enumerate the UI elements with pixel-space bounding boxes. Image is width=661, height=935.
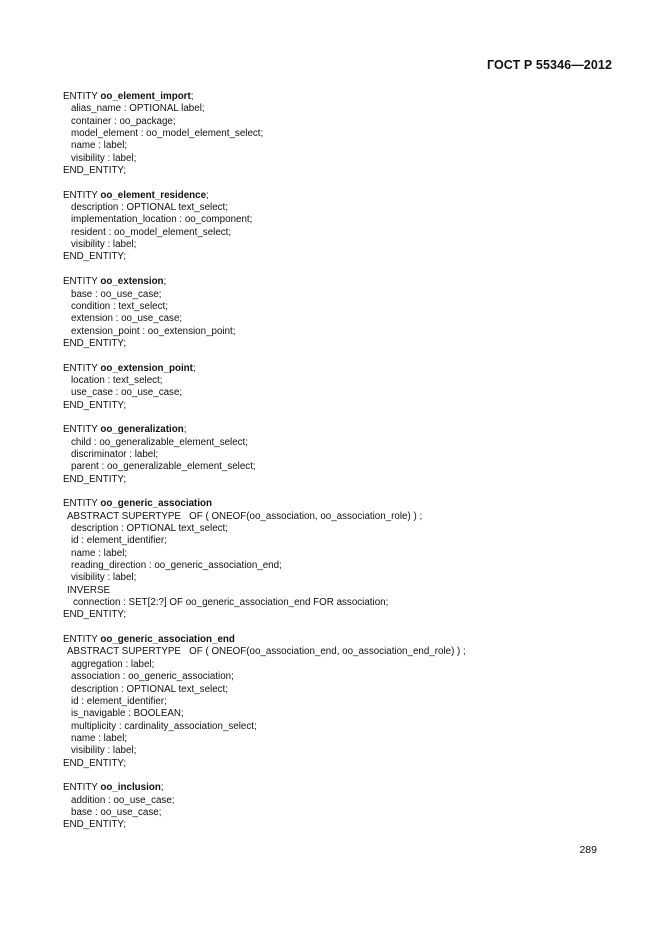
entity-attribute: multiplicity : cardinality_association_select; [71, 720, 257, 732]
entity-attribute: name : label; [71, 732, 128, 744]
entity-attribute: description : OPTIONAL text_select; [71, 683, 228, 695]
entity-attribute: visibility : label; [71, 152, 137, 164]
entity-suffix: ; [206, 189, 209, 201]
entity-keyword: ENTITY [63, 424, 101, 436]
entity-suffix: ; [163, 276, 167, 288]
entity-block [63, 782, 466, 831]
entity-inverse-label: INVERSE [67, 584, 111, 596]
entity-attribute: container : oo_package; [71, 115, 176, 127]
entity-block [63, 91, 466, 177]
entity-header [63, 498, 466, 510]
entity-name: oo_inclusion [100, 782, 161, 794]
entity-attribute: reading_direction : oo_generic_association_end; [71, 560, 282, 572]
entity-suffix: ; [160, 782, 164, 794]
entity-header [63, 782, 466, 794]
entity-supertype: ABSTRACT SUPERTYPE OF ( ONEOF(oo_association_end, oo_association_end_role) ) ; [67, 646, 466, 658]
entity-suffix: ; [190, 91, 194, 102]
entity-attribute: base : oo_use_case; [71, 806, 162, 818]
entity-attribute: visibility : label; [71, 239, 137, 251]
entity-end: END_ENTITY; [63, 399, 127, 411]
entity-attribute: use_case : oo_use_case; [71, 387, 183, 399]
entity-keyword: ENTITY [63, 362, 101, 374]
entity-attribute: condition : text_select; [71, 300, 168, 312]
entity-attribute: parent : oo_generalizable_element_select; [71, 461, 256, 473]
entity-attribute: base : oo_use_case; [71, 288, 162, 300]
entity-keyword: ENTITY [63, 782, 101, 794]
entity-attribute: location : text_select; [71, 374, 163, 386]
entity-attribute: visibility : label; [71, 572, 137, 584]
entity-block [63, 424, 466, 486]
entity-end: END_ENTITY; [63, 473, 127, 485]
entity-attribute: implementation_location : oo_component; [71, 214, 253, 226]
entity-keyword: ENTITY [63, 498, 101, 510]
entity-keyword: ENTITY [63, 189, 101, 201]
entity-block [63, 498, 466, 621]
entity-name: oo_extension [100, 276, 164, 288]
entity-inverse-attribute: connection : SET[2:?] OF oo_generic_association_end FOR association; [73, 597, 389, 609]
entity-attribute: resident : oo_model_element_select; [71, 226, 232, 238]
entity-attribute: aggregation : label; [71, 658, 155, 670]
entity-block [63, 276, 466, 350]
entity-name: oo_generic_association [100, 498, 213, 510]
page-number: 289 [579, 844, 597, 856]
entity-supertype: ABSTRACT SUPERTYPE OF ( ONEOF(oo_association, oo_association_role) ) ; [67, 510, 423, 522]
entity-attribute: description : OPTIONAL text_select; [71, 523, 228, 535]
entity-header [63, 634, 466, 646]
entity-attribute: visibility : label; [71, 745, 137, 757]
entity-name: oo_extension_point [100, 362, 193, 374]
entity-header [63, 424, 466, 436]
entity-attribute: is_navigable : BOOLEAN; [71, 708, 184, 720]
entity-keyword: ENTITY [63, 91, 101, 102]
entity-block [63, 634, 466, 770]
entity-header [63, 91, 466, 103]
entity-attribute: extension_point : oo_extension_point; [71, 325, 236, 337]
entity-header [63, 363, 466, 375]
entity-attribute: model_element : oo_model_element_select; [71, 128, 264, 140]
entity-name: oo_element_import [100, 91, 191, 102]
entity-end: END_ENTITY; [63, 165, 127, 177]
entity-end: END_ENTITY; [63, 819, 127, 831]
entity-attribute: discriminator : label; [71, 448, 159, 460]
entity-attribute: alias_name : OPTIONAL label; [71, 103, 205, 115]
entity-header [63, 276, 466, 288]
entity-attribute: name : label; [71, 547, 128, 559]
entity-end: END_ENTITY; [63, 251, 127, 263]
entity-suffix: ; [183, 424, 187, 436]
entity-name: oo_element_residence [100, 189, 207, 201]
entity-block [63, 363, 466, 412]
entity-block [63, 190, 466, 264]
entity-attribute: description : OPTIONAL text_select; [71, 202, 228, 214]
entity-suffix: ; [192, 362, 196, 374]
document-standard-header: ГОСТ Р 55346—2012 [486, 58, 612, 72]
entity-name: oo_generic_association_end [100, 634, 235, 646]
entity-end: END_ENTITY; [63, 757, 127, 769]
entity-attribute: name : label; [71, 140, 128, 152]
entity-keyword: ENTITY [63, 276, 101, 288]
entity-attribute: extension : oo_use_case; [71, 313, 183, 325]
entity-attribute: id : element_identifier; [71, 535, 167, 547]
entity-header [63, 190, 466, 202]
express-schema-listing [63, 91, 466, 844]
entity-keyword: ENTITY [63, 634, 101, 646]
entity-end: END_ENTITY; [63, 337, 127, 349]
entity-name: oo_generalization [100, 424, 184, 436]
entity-attribute: addition : oo_use_case; [71, 794, 175, 806]
entity-attribute: id : element_identifier; [71, 695, 167, 707]
entity-attribute: association : oo_generic_association; [71, 671, 234, 683]
entity-attribute: child : oo_generalizable_element_select; [71, 436, 249, 448]
entity-end: END_ENTITY; [63, 609, 127, 621]
